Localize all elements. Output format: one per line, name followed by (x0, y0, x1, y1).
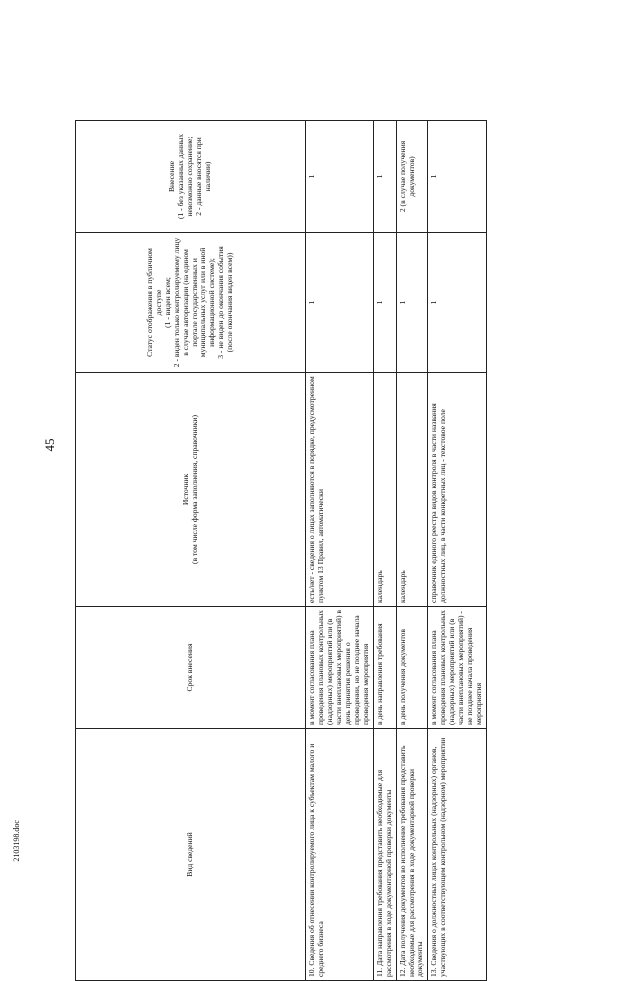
cell-vid (373, 729, 396, 981)
footer-doc-code: 2103198.doc (12, 820, 21, 862)
cell-istochnik: есть/нет - сведения о лицах заполняются в порядке, предусмотренном пунктом 13 Правил, автоматически (306, 373, 374, 607)
cell-vid (396, 729, 428, 981)
row-vid: Дата направления требования представить необходимые для рассмотрения в ходе документарной проверки документы (374, 769, 393, 977)
table-row (306, 121, 374, 981)
cell-srok: в момент согласования плана проведения плановых контрольных (надзорных) мероприятий или (в части внеплановых мероприятий) - не позднее начала проведения мероприятия (428, 607, 487, 729)
row-number: 12. (397, 967, 407, 977)
table-row (428, 121, 487, 981)
cell-vnesenie: 1 (373, 121, 396, 233)
cell-srok: в день направления требования (373, 607, 396, 729)
cell-vnesenie: 1 (428, 121, 487, 233)
cell-vid (306, 729, 374, 981)
header-srok: Срок внесения (76, 607, 306, 729)
header-vnesenie: Внесение (1 - без указанных данных невозможно сохранение; 2 - данные вносятся при наличии) (76, 121, 306, 233)
cell-vnesenie: 1 (306, 121, 374, 233)
table-row (396, 121, 428, 981)
cell-istochnik: календарь (396, 373, 428, 607)
row-number: 10. (307, 967, 316, 977)
header-status: Статус отображения в публичном доступе (1 - виден всем; 2 - виден только контролируемому лицу в случае авторизации (на едином портале государственных и муниципальных услуг или в иной информационной системе); 3 - не виден до окончания события (после окончания виден всем)) (76, 233, 306, 373)
cell-status: 1 (373, 233, 396, 373)
cell-status: 1 (428, 233, 487, 373)
row-number: 13. (429, 967, 439, 977)
table-row (373, 121, 396, 981)
rotated-table-area (75, 24, 484, 977)
cell-istochnik: справочник единого реестра видов контроля в части названия должностных лиц, в части конкретных лиц - текстовое поле (428, 373, 487, 607)
row-vid: Дата получения документов во исполнение требования представить необходимые для рассмотрения в ходе документарной проверки документы (397, 745, 425, 977)
row-vid: Сведения о должностных лицах контрольных (надзорных) органов, участвующих в соответствующем контрольном (надзорном) мероприятии (429, 737, 448, 977)
cell-vid (428, 729, 487, 981)
row-vid: Сведения об отнесении контролируемого лица к субъектам малого и среднего бизнеса (307, 743, 325, 977)
page-number: 45 (42, 438, 57, 452)
cell-status: 1 (306, 233, 374, 373)
header-vid: Вид сведений (76, 729, 306, 981)
table-header-row (76, 121, 306, 981)
cell-vnesenie: 2 (в случае получения документов) (396, 121, 428, 233)
row-number: 11. (374, 967, 384, 977)
cell-istochnik: календарь (373, 373, 396, 607)
registry-table (75, 120, 487, 981)
landscape-table-wrapper (75, 121, 484, 981)
header-istochnik: Источник (в том числе форма заполнения, справочники) (76, 373, 306, 607)
cell-srok: в день получения документов (396, 607, 428, 729)
cell-status: 1 (396, 233, 428, 373)
cell-srok: в момент согласования плана проведения плановых контрольных (надзорных) мероприятий или (в части внеплановых мероприятий) в день принятия решения о проведении, но не позднее начала проведения мероприятия (306, 607, 374, 729)
